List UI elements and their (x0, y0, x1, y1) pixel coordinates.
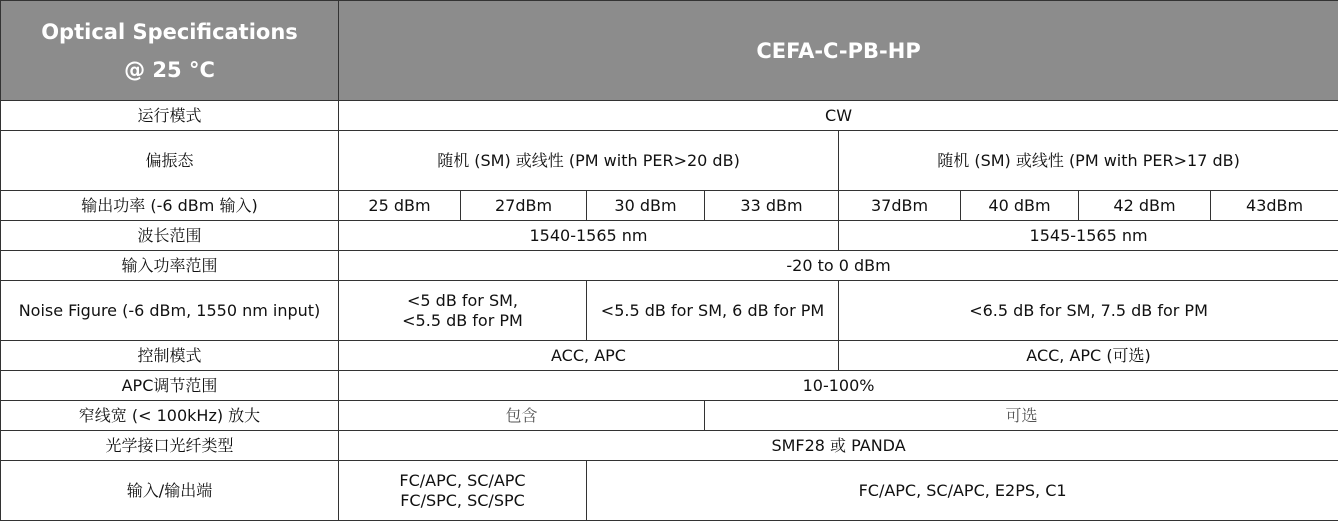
cell-power: 42 dBm (1079, 191, 1211, 221)
header-row (1, 1, 1338, 101)
cell-power: 33 dBm (705, 191, 839, 221)
cell-value-right: 1545-1565 nm (839, 221, 1338, 251)
cell-nf-c: <6.5 dB for SM, 7.5 dB for PM (839, 281, 1338, 341)
row-label: 输入/输出端 (1, 461, 339, 521)
cell-ports-right: FC/APC, SC/APC, E2PS, C1 (587, 461, 1338, 521)
cell-value-left: 包含 (339, 401, 705, 431)
spec-temperature: @ 25 °C (5, 60, 334, 80)
row-narrow-linewidth (1, 401, 1338, 431)
row-output-power (1, 191, 1338, 221)
row-label: 窄线宽 (< 100kHz) 放大 (1, 401, 339, 431)
row-label: Noise Figure (-6 dBm, 1550 nm input) (1, 281, 339, 341)
cell-value-left: ACC, APC (339, 341, 839, 371)
ports-left-line1: FC/APC, SC/APC (343, 471, 582, 491)
ports-left-line2: FC/SPC, SC/SPC (343, 491, 582, 511)
cell-ports-left (339, 461, 587, 521)
row-label: 输入功率范围 (1, 251, 339, 281)
cell-nf-b: <5.5 dB for SM, 6 dB for PM (587, 281, 839, 341)
cell-power: 30 dBm (587, 191, 705, 221)
row-wavelength (1, 221, 1338, 251)
cell-value-left: 随机 (SM) 或线性 (PM with PER>20 dB) (339, 131, 839, 191)
cell-value-right: 随机 (SM) 或线性 (PM with PER>17 dB) (839, 131, 1338, 191)
row-mode (1, 101, 1338, 131)
nf-a-line2: <5.5 dB for PM (343, 311, 582, 331)
spec-title-cell (1, 1, 339, 101)
nf-a-line1: <5 dB for SM, (343, 291, 582, 311)
row-label: APC调节范围 (1, 371, 339, 401)
row-label: 输出功率 (-6 dBm 输入) (1, 191, 339, 221)
cell-value: SMF28 或 PANDA (339, 431, 1338, 461)
row-input-power (1, 251, 1338, 281)
row-label: 运行模式 (1, 101, 339, 131)
cell-nf-a (339, 281, 587, 341)
cell-power: 40 dBm (961, 191, 1079, 221)
cell-power: 25 dBm (339, 191, 461, 221)
row-fiber-type (1, 431, 1338, 461)
row-control (1, 341, 1338, 371)
cell-value: CW (339, 101, 1338, 131)
cell-power: 37dBm (839, 191, 961, 221)
cell-power: 27dBm (461, 191, 587, 221)
cell-value: -20 to 0 dBm (339, 251, 1338, 281)
row-label: 偏振态 (1, 131, 339, 191)
cell-value-left: 1540-1565 nm (339, 221, 839, 251)
row-polarization (1, 131, 1338, 191)
row-noise-figure (1, 281, 1338, 341)
cell-value-right: 可选 (705, 401, 1338, 431)
model-name: CEFA-C-PB-HP (339, 1, 1338, 101)
cell-value: 10-100% (339, 371, 1338, 401)
row-label: 波长范围 (1, 221, 339, 251)
row-label: 控制模式 (1, 341, 339, 371)
cell-value-right: ACC, APC (可选) (839, 341, 1338, 371)
row-label: 光学接口光纤类型 (1, 431, 339, 461)
cell-power: 43dBm (1211, 191, 1338, 221)
row-apc-range (1, 371, 1338, 401)
spec-title: Optical Specifications (5, 22, 334, 42)
row-ports (1, 461, 1338, 521)
